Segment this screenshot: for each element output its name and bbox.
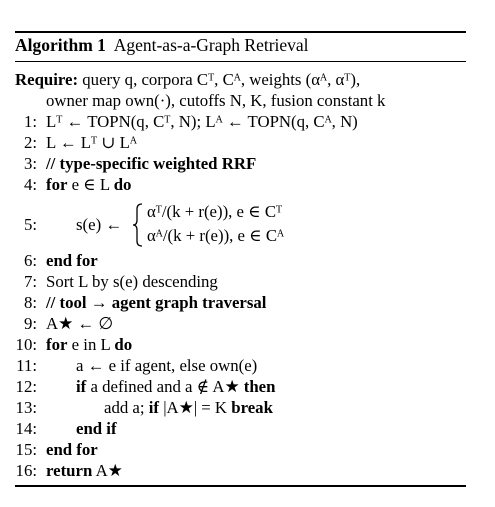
line-number: 12: <box>15 377 37 396</box>
step-13-text-2: |A★| = K <box>159 398 232 417</box>
keyword-return: return <box>46 461 93 480</box>
algorithm-label: Algorithm 1 <box>15 35 106 55</box>
line-number: 1: <box>23 112 37 131</box>
line-number: 4: <box>23 175 37 194</box>
step-10-text: e in L <box>67 335 115 354</box>
step-13-text: add a; <box>104 398 149 417</box>
step-5-lhs: s(e) ← <box>76 215 123 234</box>
step-4 <box>46 177 131 194</box>
middle-rule <box>15 61 466 62</box>
keyword-break: break <box>231 398 273 417</box>
keyword-do: do <box>113 175 132 194</box>
line-number: 15: <box>15 440 37 459</box>
line-number: 8: <box>23 293 37 312</box>
step-16 <box>46 463 123 480</box>
algorithm-title <box>15 35 309 56</box>
require-text-2: owner map own(·), cutoffs N, K, fusion constant k <box>46 91 386 110</box>
keyword-for: for <box>46 335 68 354</box>
line-number: 7: <box>23 272 37 291</box>
step-9: A★ ← ∅ <box>46 314 113 333</box>
step-12-text: a defined and a ∉ A★ <box>86 377 244 396</box>
step-5-case-2: αᴬ/(k + r(e)), e ∈ Cᴬ <box>147 226 285 245</box>
step-10 <box>46 337 132 354</box>
keyword-do: do <box>114 335 133 354</box>
require-text-1: query q, corpora Cᵀ, Cᴬ, weights (αᴬ, αᵀ), <box>82 70 361 89</box>
step-8-comment: // tool → agent graph traversal <box>46 293 267 312</box>
top-rule <box>15 31 466 33</box>
line-number: 13: <box>15 398 37 417</box>
step-11: a ← e if agent, else own(e) <box>76 356 258 375</box>
step-3-comment: // type-specific weighted RRF <box>46 154 257 173</box>
require-keyword: Require: <box>15 70 79 89</box>
require-line-2 <box>46 93 385 110</box>
step-12 <box>76 379 275 396</box>
keyword-then: then <box>243 377 276 396</box>
step-14: end if <box>76 419 117 438</box>
step-4-text: e ∈ L <box>67 175 114 194</box>
keyword-if: if <box>148 398 159 417</box>
line-number: 11: <box>16 356 37 375</box>
line-number: 14: <box>15 419 37 438</box>
step-6: end for <box>46 251 98 270</box>
left-brace-icon <box>132 203 144 247</box>
line-number: 5: <box>23 215 37 234</box>
step-7: Sort L by s(e) descending <box>46 272 218 291</box>
step-13 <box>104 400 273 417</box>
line-number: 2: <box>23 133 37 152</box>
bottom-rule <box>15 485 466 487</box>
line-number: 3: <box>23 154 37 173</box>
keyword-for: for <box>46 175 68 194</box>
line-number: 9: <box>23 314 37 333</box>
keyword-if: if <box>76 377 87 396</box>
line-number: 16: <box>15 461 37 480</box>
step-15: end for <box>46 440 98 459</box>
line-number: 10: <box>15 335 37 354</box>
step-2: L ← Lᵀ ∪ Lᴬ <box>46 133 137 152</box>
step-5-case-1: αᵀ/(k + r(e)), e ∈ Cᵀ <box>147 202 283 221</box>
require-line-1 <box>15 72 360 89</box>
algorithm-name: Agent-as-a-Graph Retrieval <box>113 35 309 55</box>
line-number: 6: <box>23 251 37 270</box>
step-1: Lᵀ ← TOPN(q, Cᵀ, N); Lᴬ ← TOPN(q, Cᴬ, N) <box>46 112 358 131</box>
step-16-text: A★ <box>92 461 123 480</box>
